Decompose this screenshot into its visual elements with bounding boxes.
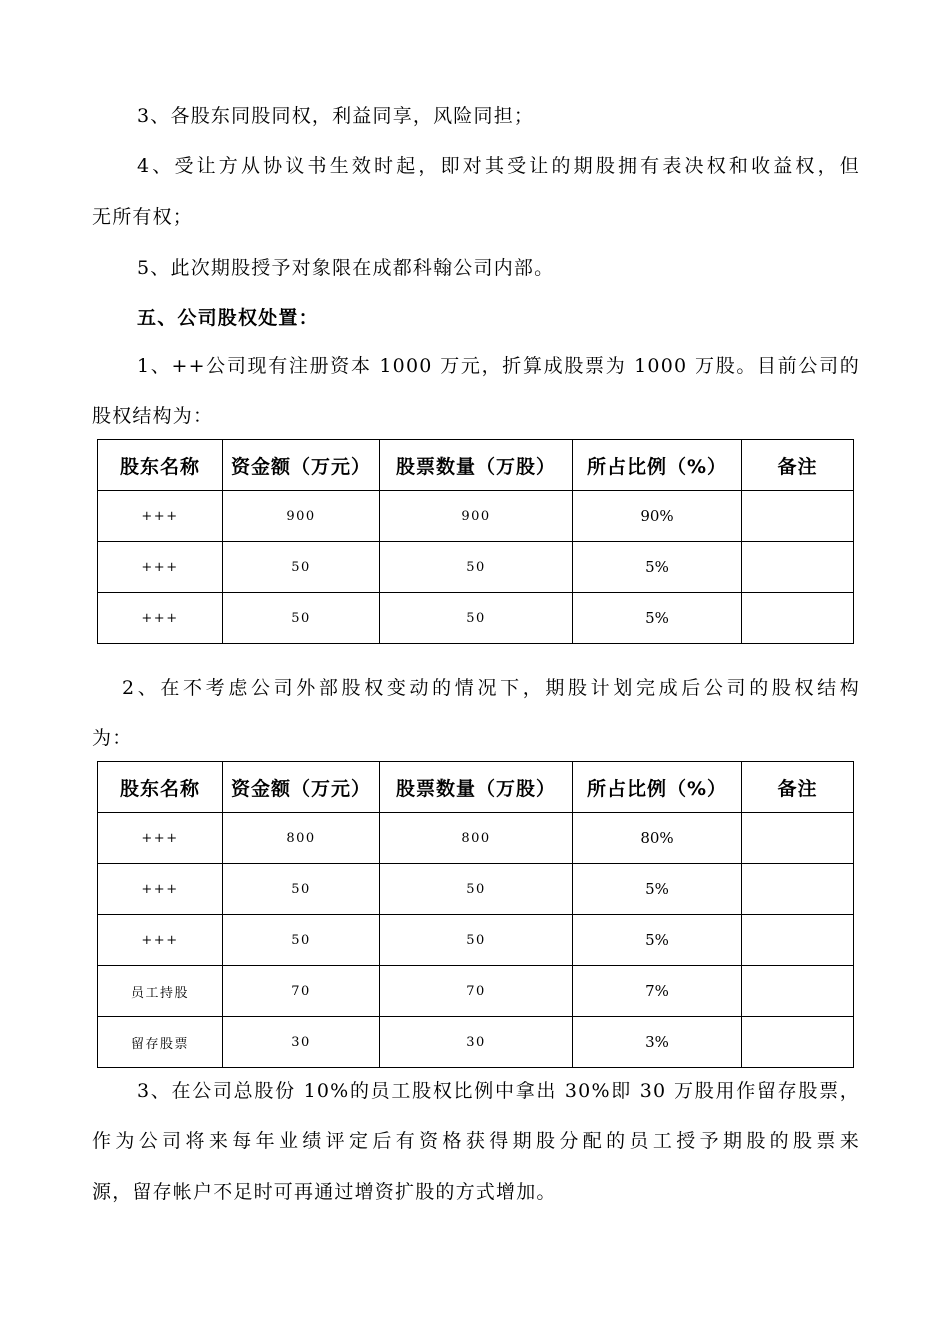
section-para-3-line1: 3、在公司总股份 10%的员工股权比例中拿出 30%即 30 万股用作留存股票， [137, 1080, 860, 1102]
note-cell [742, 1017, 854, 1068]
capital-cell: 70 [223, 966, 380, 1017]
section-para-2-line2: 为： [92, 727, 133, 749]
paragraph-item-5: 5、此次期股授予对象限在成都科翰公司内部。 [137, 257, 555, 279]
table-row [98, 966, 854, 1017]
shares-cell: 900 [380, 491, 573, 542]
ratio-cell: 5% [573, 864, 742, 915]
paragraph-item-4-line2: 无所有权； [92, 206, 194, 228]
note-cell [742, 966, 854, 1017]
capital-cell: 50 [223, 542, 380, 593]
header-ratio: 所占比例（%） [573, 440, 742, 491]
shareholder-cell: +++ [98, 542, 223, 593]
header-capital: 资金额（万元） [223, 440, 380, 491]
note-cell [742, 864, 854, 915]
shareholder-cell: +++ [98, 491, 223, 542]
header-capital: 资金额（万元） [223, 762, 380, 813]
table-header-row [98, 762, 854, 813]
ratio-cell: 5% [573, 915, 742, 966]
table-row [98, 864, 854, 915]
header-note: 备注 [742, 440, 854, 491]
shares-cell: 50 [380, 915, 573, 966]
shares-cell: 50 [380, 864, 573, 915]
ratio-cell: 90% [573, 491, 742, 542]
shares-cell: 30 [380, 1017, 573, 1068]
shareholder-cell: 员工持股 [98, 966, 223, 1017]
shareholder-cell: +++ [98, 593, 223, 644]
shareholder-cell: +++ [98, 915, 223, 966]
table-row [98, 813, 854, 864]
section-para-3-line2: 作为公司将来每年业绩评定后有资格获得期股分配的员工授予期股的股票来 [92, 1130, 860, 1152]
ratio-cell: 3% [573, 1017, 742, 1068]
note-cell [742, 915, 854, 966]
table-row [98, 1017, 854, 1068]
section-para-1-line1: 1、++公司现有注册资本 1000 万元，折算成股票为 1000 万股。目前公司的 [137, 355, 860, 377]
capital-cell: 50 [223, 915, 380, 966]
header-shares: 股票数量（万股） [380, 440, 573, 491]
table-row [98, 915, 854, 966]
ratio-cell: 5% [573, 542, 742, 593]
shareholder-cell: +++ [98, 813, 223, 864]
header-shareholder: 股东名称 [98, 762, 223, 813]
capital-cell: 900 [223, 491, 380, 542]
paragraph-item-3: 3、各股东同股同权，利益同享，风险同担； [137, 105, 535, 127]
shares-cell: 800 [380, 813, 573, 864]
ratio-cell: 5% [573, 593, 742, 644]
table-header-row [98, 440, 854, 491]
equity-table-current [97, 439, 854, 644]
section-para-3-line3: 源，留存帐户不足时可再通过增资扩股的方式增加。 [92, 1181, 557, 1203]
shareholder-cell: +++ [98, 864, 223, 915]
ratio-cell: 80% [573, 813, 742, 864]
section-para-1-line2: 股权结构为： [92, 405, 214, 427]
note-cell [742, 542, 854, 593]
header-shareholder: 股东名称 [98, 440, 223, 491]
header-note: 备注 [742, 762, 854, 813]
table-row [98, 542, 854, 593]
table-row [98, 593, 854, 644]
section-heading: 五、公司股权处置： [137, 307, 319, 329]
shareholder-cell: 留存股票 [98, 1017, 223, 1068]
shares-cell: 70 [380, 966, 573, 1017]
shares-cell: 50 [380, 542, 573, 593]
table-row [98, 491, 854, 542]
note-cell [742, 491, 854, 542]
capital-cell: 50 [223, 864, 380, 915]
capital-cell: 30 [223, 1017, 380, 1068]
note-cell [742, 593, 854, 644]
note-cell [742, 813, 854, 864]
equity-table-after-plan [97, 761, 854, 1068]
capital-cell: 800 [223, 813, 380, 864]
ratio-cell: 7% [573, 966, 742, 1017]
paragraph-item-4-line1: 4、受让方从协议书生效时起，即对其受让的期股拥有表决权和收益权，但 [137, 155, 860, 177]
section-para-2-line1: 2、在不考虑公司外部股权变动的情况下，期股计划完成后公司的股权结构 [122, 677, 860, 699]
header-shares: 股票数量（万股） [380, 762, 573, 813]
shares-cell: 50 [380, 593, 573, 644]
header-ratio: 所占比例（%） [573, 762, 742, 813]
capital-cell: 50 [223, 593, 380, 644]
